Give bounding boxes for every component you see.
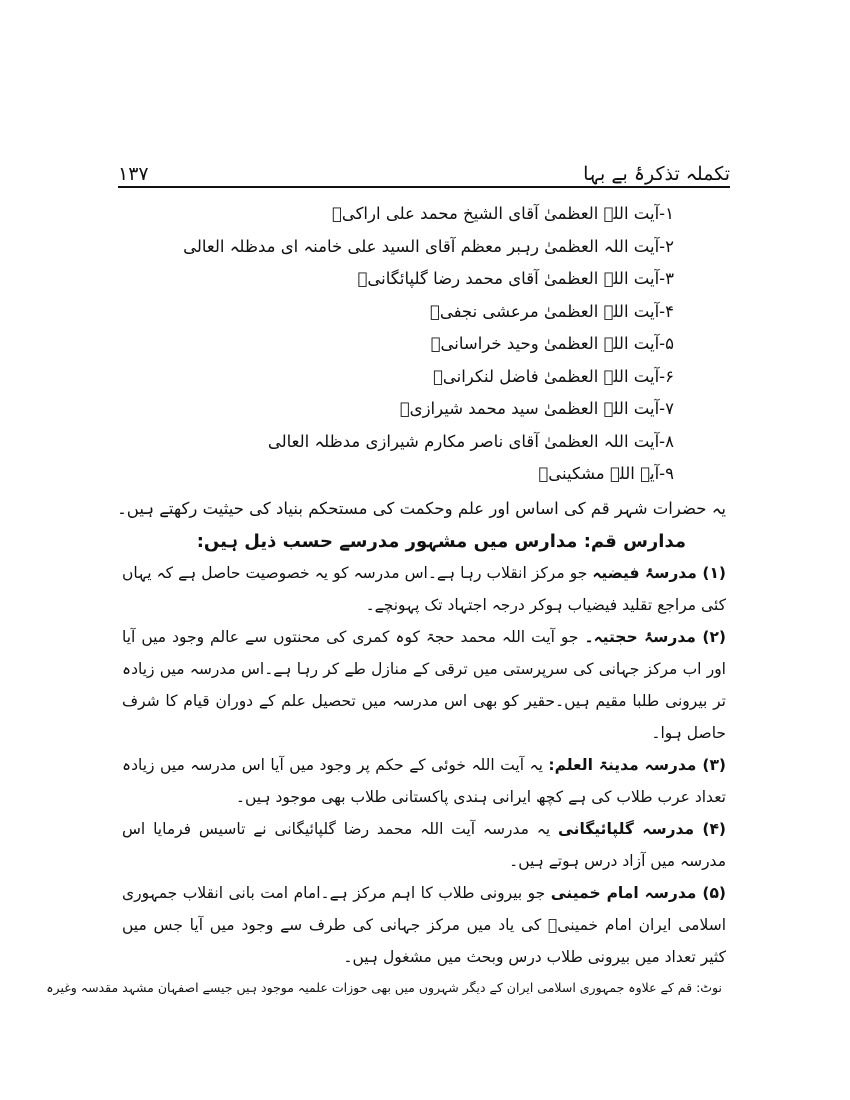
list-item: ۹-آیۃ اللہ مشکینیؒ	[538, 464, 674, 483]
paragraph-text: جو بیرونی طلاب کا اہم مرکز ہے۔امام امت بانی انقلاب جمہوری اسلامی ایران امام خمینیؒ کی یاد میں مرکز جہانی کی طرف سے وجود میں آیا جس میں کثیر تعداد میں بیرونی طلاب درس وبحث میں مشغول ہیں۔	[122, 883, 726, 966]
paragraph	[122, 877, 726, 973]
section-heading: مدارس قم: مدارس میں مشہور مدرسے حسب ذیل ہیں:	[196, 530, 686, 552]
paragraph-lead: (۳) مدرسہ مدینۃ العلم:	[548, 755, 726, 774]
list-item: ۱-آیت اللہ العظمیٰ آقای الشیخ محمد علی اراکیؒ	[331, 204, 674, 223]
list-item: ۴-آیت اللہ العظمیٰ مرعشی نجفیؒ	[429, 301, 674, 321]
running-title: تکملہ تذکرۂ بے بہا	[583, 163, 730, 185]
paragraph	[122, 557, 726, 621]
list-item: ۶-آیت اللہ العظمیٰ فاضل لنکرانیؒ	[432, 366, 674, 386]
page-number: ۱۳۷	[118, 163, 149, 185]
paragraph	[122, 813, 726, 877]
paragraph-lead: (۱) مدرسۂ فیضیہ	[592, 563, 726, 582]
paragraph-text: جو آیت اللہ محمد حجۃ کوہ کمری کی محنتوں سے عالم وجود میں آیا اور اب مرکز جہانی کی سرپرستی میں ترقی کے منازل طے کر رہا ہے۔اس مدرسہ میں زیادہ تر بیرونی طلبا مقیم ہیں۔حقیر کو بھی اس مدرسہ میں تحصیل علم کے دوران قیام کا شرف حاصل ہوا۔	[122, 627, 726, 742]
paragraph-text: یہ مدرسہ آیت اللہ محمد رضا گلپائیگانی نے تاسیس فرمایا اس مدرسہ میں آزاد درس ہوتے ہیں۔	[122, 819, 726, 870]
paragraph-lead: (۵) مدرسہ امام خمینی	[550, 883, 726, 902]
paragraph	[122, 749, 726, 813]
summary-statement: یہ حضرات شہر قم کی اساس اور علم وحکمت کی مستحکم بنیاد کی حیثیت رکھتے ہیں۔	[117, 498, 726, 518]
paragraph-lead: (۲) مدرسۂ حجتیہ۔	[584, 627, 726, 646]
page-body	[46, 198, 726, 1001]
paragraph-text: یہ آیت اللہ خوئی کے حکم پر وجود میں آیا اس مدرسہ میں زیادہ تعداد عرب طلاب کی ہے کچھ ایرانی ہندی پاکستانی طلاب بھی موجود ہیں۔	[122, 755, 726, 806]
list-item: ۵-آیت اللہ العظمیٰ وحید خراسانیؒ	[430, 334, 674, 353]
list-item: ۲-آیت اللہ العظمیٰ رہبر معظم آقای السید علی خامنہ ای مدظلہ العالی	[183, 236, 674, 256]
paragraph-lead: (۴) مدرسہ گلپائیگانی	[557, 819, 726, 838]
footnote: نوٹ: قم کے علاوہ جمہوری اسلامی ایران کے دیگر شہروں میں بھی حوزات علمیہ موجود ہیں جیسے اصفہان مشہد مقدسہ وغیرہ	[46, 979, 722, 995]
scholars-list	[122, 198, 726, 491]
header-rule	[118, 186, 730, 188]
paragraph-text: جو مرکز انقلاب رہا ہے۔اس مدرسہ کو یہ خصوصیت حاصل ہے کہ یہاں کئی مراجع تقلید فیضیاب ہوکر درجہ اجتہاد تک پہونچے۔	[122, 563, 726, 614]
paragraph	[122, 621, 726, 749]
list-item: ۷-آیت اللہ العظمیٰ سید محمد شیرازیؒ	[399, 399, 674, 418]
list-item: ۸-آیت اللہ العظمیٰ آقای ناصر مکارم شیرازی مدظلہ العالی	[267, 431, 674, 451]
list-item: ۳-آیت اللہ العظمیٰ آقای محمد رضا گلپائگانیؒ	[357, 269, 674, 288]
